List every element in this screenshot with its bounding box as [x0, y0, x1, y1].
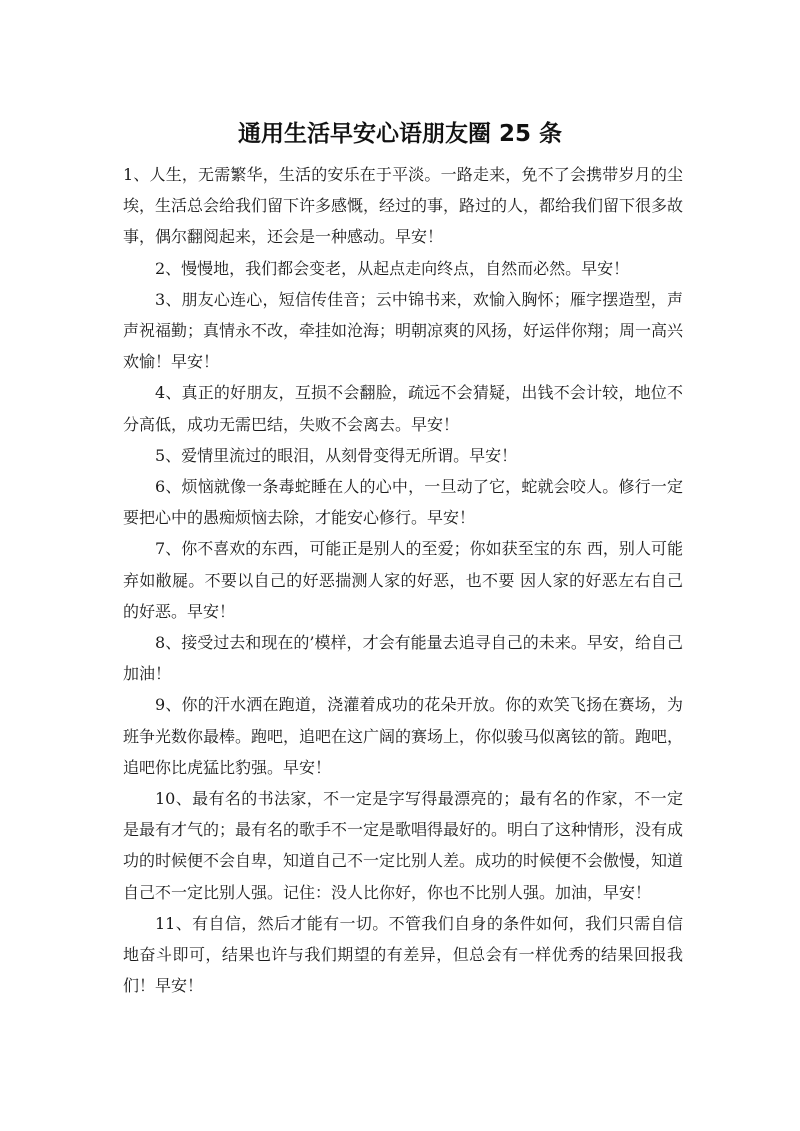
document-body [123, 159, 683, 1001]
paragraph-2: 2、慢慢地，我们都会变老，从起点走向终点，自然而必然。早安！ [155, 258, 630, 278]
paragraph-1: 1、人生，无需繁华，生活的安乐在于平淡。一路走来，免不了会携带岁月的尘埃，生活总会给我们留下许多感慨，经过的事，路过的人，都给我们留下很多故事，偶尔翻阅起来，还会是一种感动。早安！ [123, 165, 684, 247]
paragraph-5: 5、爱情里流过的眼泪，从刻骨变得无所谓。早安！ [155, 445, 518, 465]
paragraph-3: 3、朋友心连心，短信传佳音；云中锦书来，欢愉入胸怀；雁字摆造型，声声祝福勤；真情永不改，牵挂如沧海；明朝凉爽的风扬，好运伴你翔；周一高兴欢愉！早安！ [123, 289, 684, 372]
paragraph-10: 10、最有名的书法家，不一定是字写得最漂亮的；最有名的作家，不一定是最有才气的；最有名的歌手不一定是歌唱得最好的。明白了这种情形，没有成功的时候便不会自卑，知道自己不一定比别人差。成功的时候便不会傲慢，知道自己不一定比别人强。记住：没人比你好，你也不比别人强。加油，早安！ [123, 789, 684, 902]
paragraph-4: 4、真正的好朋友，互损不会翻脸，疏远不会猜疑，出钱不会计较，地位不分高低，成功无需巴结，失败不会离去。早安！ [123, 383, 683, 434]
paragraph-7: 7、你不喜欢的东西，可能正是别人的至爱；你如获至宝的东 西，别人可能弃如敝屣。不要以自己的好恶揣测人家的好恶，也不要 因人家的好恶左右自己的好恶。早安！ [123, 539, 683, 621]
paragraph-9: 9、你的汗水洒在跑道，浇灌着成功的花朵开放。你的欢笑飞扬在赛场，为班争光数你最棒。跑吧，追吧在这广阔的赛场上，你似骏马似离铉的箭。跑吧，追吧你比虎猛比豹强。早安！ [123, 695, 684, 777]
paragraph-6: 6、烦恼就像一条毒蛇睡在人的心中，一旦动了它，蛇就会咬人。修行一定要把心中的愚痴烦恼去除，才能安心修行。早安！ [123, 477, 683, 528]
page-title: 通用生活早安心语朋友圈 25 条 [237, 121, 563, 147]
paragraph-8: 8、接受过去和现在的’模样，才会有能量去追寻自己的未来。早安，给自己加油！ [123, 633, 683, 684]
paragraph-11: 11、有自信，然后才能有一切。不管我们自身的条件如何，我们只需自信地奋斗即可，结果也许与我们期望的有差异，但总会有一样优秀的结果回报我们！早安！ [123, 913, 683, 996]
